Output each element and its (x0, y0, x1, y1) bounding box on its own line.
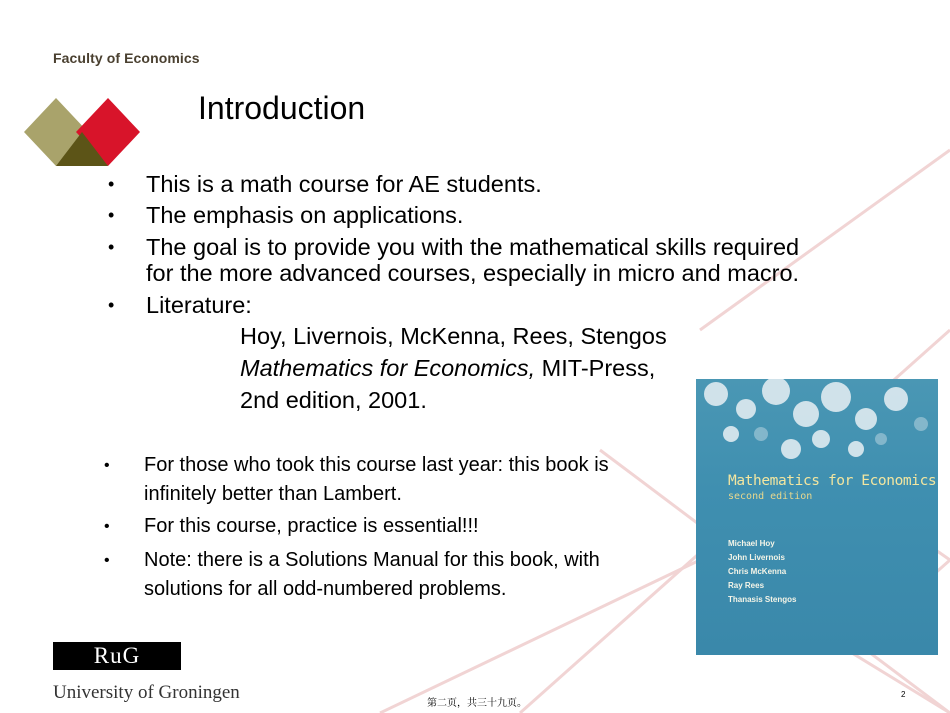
book-cover-author: Thanasis Stengos (728, 595, 797, 604)
note-item (104, 451, 609, 509)
bullet-item (108, 171, 542, 197)
bullet-text: This is a math course for AE students. (146, 171, 542, 197)
literature-edition: 2nd edition, 2001. (240, 387, 427, 413)
book-cover-subtitle: second edition (728, 491, 813, 502)
note-text: For those who took this course last year: this book is (144, 454, 609, 476)
book-cover-author: Ray Rees (728, 581, 765, 590)
bullet-text: The goal is to provide you with the mathematical skills required (146, 234, 800, 260)
book-cover-author: Chris McKenna (728, 567, 787, 576)
rug-logo-text: RuG (93, 643, 141, 668)
literature-authors: Hoy, Livernois, McKenna, Rees, Stengos (240, 323, 667, 349)
bullet-item (108, 292, 252, 318)
literature-publisher: MIT-Press, (535, 355, 656, 381)
bullet-item (108, 202, 464, 228)
page-number: 2 (901, 690, 906, 699)
literature-book (240, 355, 655, 382)
note-text-continued: infinitely better than Lambert. (144, 483, 402, 505)
university-name: University of Groningen (53, 682, 240, 703)
faculty-label: Faculty of Economics (53, 50, 200, 66)
note-text-continued: solutions for all odd-numbered problems. (144, 578, 507, 600)
bullet-dot: • (104, 457, 110, 474)
note-item (104, 512, 479, 541)
faculty-logo-icon (24, 98, 140, 168)
bullet-dot: • (104, 518, 110, 535)
bullet-item (108, 234, 800, 286)
bullet-text: Literature: (146, 292, 252, 318)
bullet-dot: • (108, 295, 115, 315)
literature-book-title: Mathematics for Economics, (240, 355, 536, 381)
note-text: For this course, practice is essential!!! (144, 515, 479, 537)
page-label: 第二页，共三十九页。 (427, 698, 527, 709)
book-cover-title: Mathematics for Economics (728, 473, 937, 489)
book-cover-dots-graphic (696, 379, 938, 469)
book-cover-author: John Livernois (728, 553, 785, 562)
bullet-dot: • (108, 205, 115, 225)
rug-logo (53, 642, 181, 670)
bullet-dot: • (104, 552, 110, 569)
bullet-dot: • (108, 237, 115, 257)
bullet-text: The emphasis on applications. (146, 202, 464, 228)
note-text: Note: there is a Solutions Manual for this book, with (144, 549, 600, 571)
book-cover-image (696, 379, 938, 655)
book-cover-author: Michael Hoy (728, 539, 775, 548)
bullet-text-continued: for the more advanced courses, especially in micro and macro. (146, 260, 800, 286)
note-item (104, 546, 600, 604)
slide-title: Introduction (198, 90, 366, 126)
bullet-dot: • (108, 174, 115, 194)
